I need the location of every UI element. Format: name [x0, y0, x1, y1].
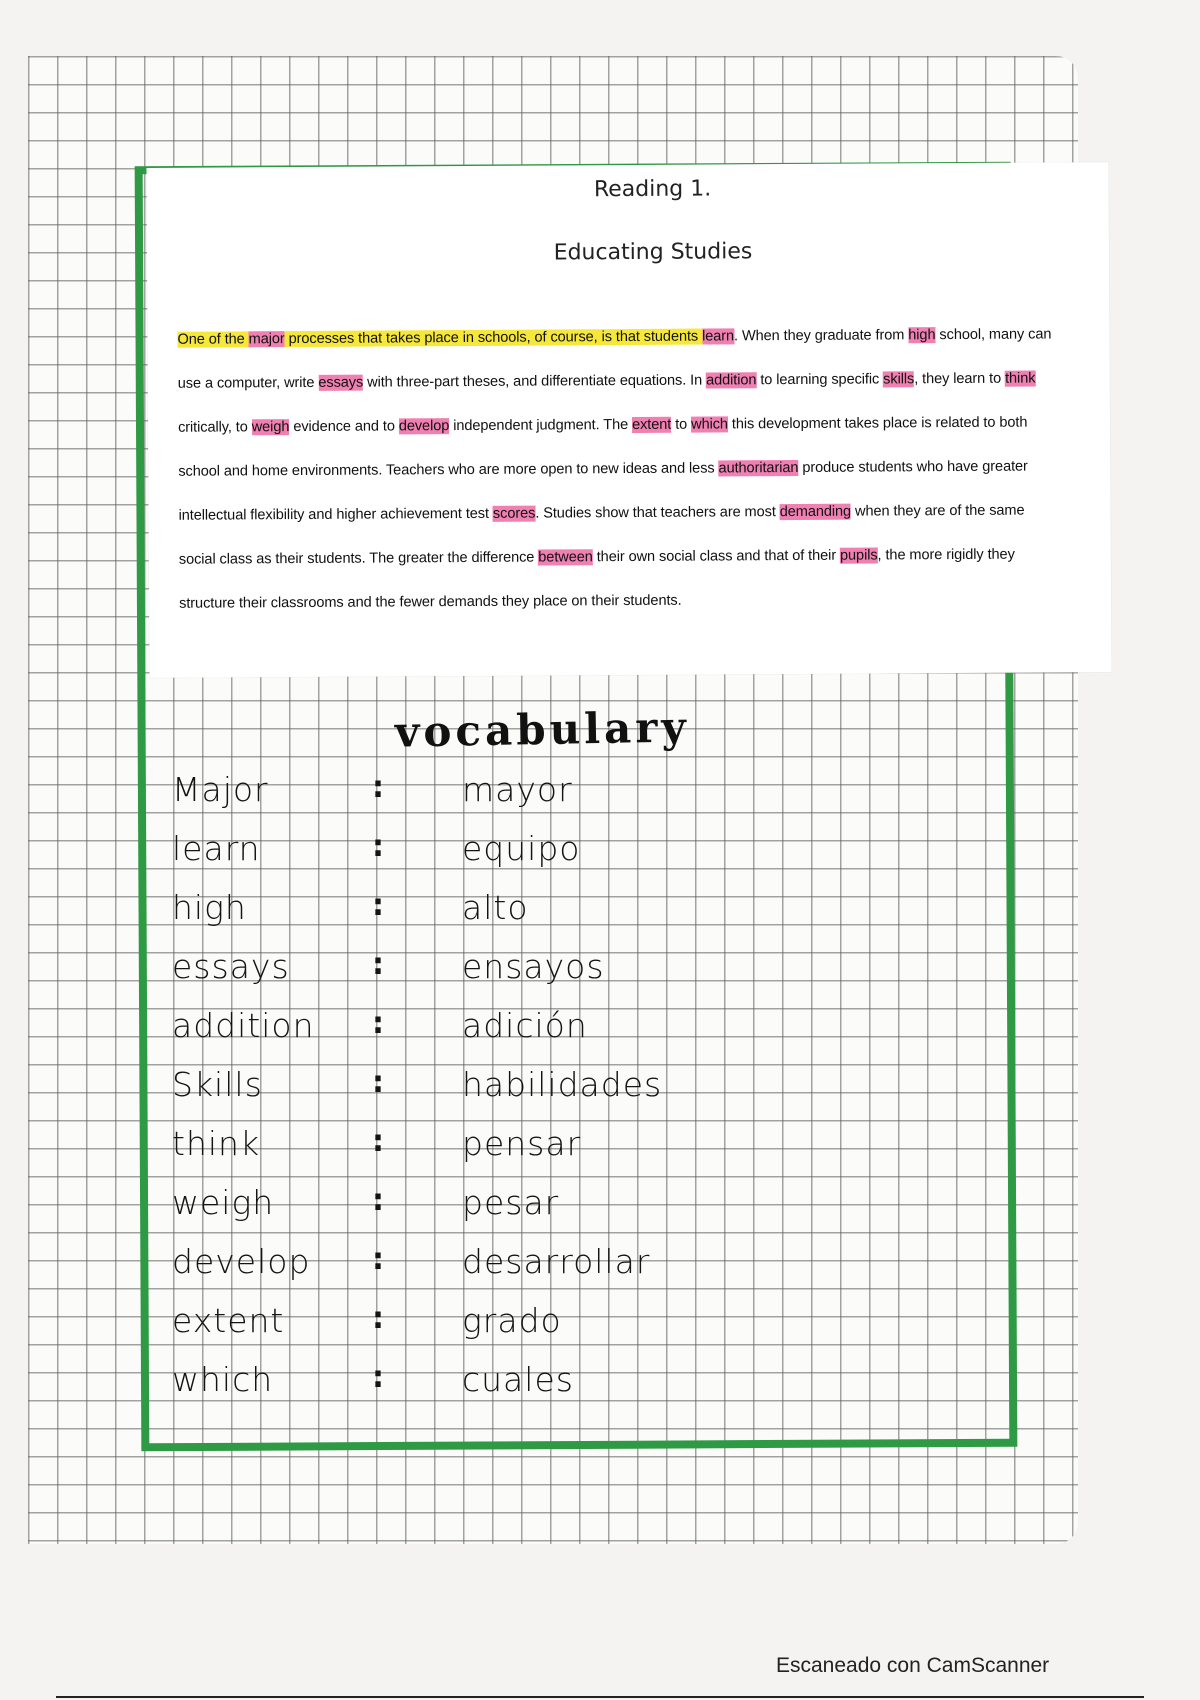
- vocab-english-word: high: [172, 888, 247, 927]
- vocab-row: [172, 1242, 732, 1301]
- paragraph-text: with three-part theses, and differentiate equations. In: [363, 372, 707, 391]
- vocab-english-word: which: [172, 1360, 274, 1399]
- vocab-separator: :: [372, 829, 385, 864]
- vocab-separator: :: [372, 1183, 385, 1218]
- footer-rule: [56, 1696, 1144, 1698]
- vocabulary-title: vocabulary: [394, 702, 691, 757]
- highlighted-text: which: [691, 416, 728, 433]
- vocab-english-word: learn: [172, 829, 261, 868]
- paragraph-text: . When they graduate from: [733, 327, 909, 345]
- vocab-english-word: essays: [172, 947, 290, 986]
- vocabulary-list: [172, 770, 732, 1419]
- highlighted-text: demanding: [779, 503, 852, 521]
- vocab-row: [172, 1006, 732, 1065]
- paragraph-text: when they are of the same social class as their students. The greater the difference: [178, 502, 1025, 568]
- vocab-row: [172, 1360, 732, 1419]
- vocab-spanish-word: habilidades: [462, 1065, 663, 1104]
- paragraph-text: independent judgment. The: [449, 416, 633, 435]
- highlighted-text: authoritarian: [718, 459, 799, 477]
- highlighted-text: addition: [705, 372, 757, 389]
- paragraph-text: to: [671, 416, 692, 433]
- paragraph-text: critically, to: [177, 419, 252, 436]
- vocab-separator: :: [372, 1360, 385, 1395]
- highlighted-text: between: [538, 549, 593, 566]
- highlighted-text: skills: [883, 371, 915, 388]
- vocab-english-word: think: [172, 1124, 261, 1163]
- highlighted-text: extent: [632, 416, 672, 433]
- vocab-row: [172, 829, 732, 888]
- vocab-separator: :: [372, 770, 385, 805]
- highlighted-text: high: [908, 327, 936, 344]
- vocab-row: [172, 1183, 732, 1242]
- paragraph-text: to learning specific: [756, 371, 884, 389]
- vocab-spanish-word: pesar: [462, 1183, 560, 1222]
- paragraph-text: produce students who have greater intellectual flexibility and higher achievement test: [178, 458, 1028, 524]
- vocab-row: [172, 947, 732, 1006]
- vocab-separator: :: [372, 1006, 385, 1041]
- highlighted-text: processes that takes place in schools, of course, is that students: [284, 328, 703, 348]
- vocab-spanish-word: adición: [462, 1006, 588, 1045]
- vocab-english-word: Major: [172, 770, 269, 809]
- highlighted-text: pupils: [839, 547, 878, 564]
- vocab-english-word: Skills: [172, 1065, 263, 1104]
- reading-title: Educating Studies: [553, 239, 753, 266]
- highlighted-text: One of the: [177, 331, 249, 348]
- vocab-row: [172, 770, 732, 829]
- camscanner-footer: Escaneado con CamScanner: [776, 1654, 1050, 1677]
- highlighted-text: develop: [398, 418, 450, 435]
- highlighted-text: scores: [492, 505, 536, 522]
- vocab-row: [172, 888, 732, 947]
- vocab-separator: :: [372, 1242, 385, 1277]
- vocab-spanish-word: cuales: [462, 1360, 574, 1399]
- paragraph-text: evidence and to: [289, 418, 399, 436]
- vocab-separator: :: [372, 947, 385, 982]
- vocab-spanish-word: grado: [462, 1301, 562, 1340]
- paragraph-text: , the more rigidly they structure their classrooms and the fewer demands they place on their students.: [179, 546, 1015, 612]
- reading-paragraph: [177, 312, 1059, 625]
- vocab-separator: :: [372, 1065, 385, 1100]
- reading-number: Reading 1.: [593, 176, 712, 203]
- vocab-spanish-word: ensayos: [462, 947, 605, 986]
- highlighted-text: learn: [702, 328, 735, 345]
- vocab-english-word: addition: [172, 1006, 315, 1045]
- paragraph-text: this development takes place is related to both school and home environments. Teachers who are more open to new ideas and less: [178, 414, 1028, 480]
- vocab-spanish-word: mayor: [462, 770, 573, 809]
- paragraph-text: . Studies show that teachers are most: [535, 504, 780, 522]
- vocab-spanish-word: equipo: [462, 829, 581, 868]
- vocab-spanish-word: pensar: [462, 1124, 582, 1163]
- vocab-row: [172, 1065, 732, 1124]
- paragraph-text: , they learn to: [914, 370, 1006, 388]
- vocab-separator: :: [372, 1301, 385, 1336]
- vocab-english-word: develop: [172, 1242, 311, 1281]
- vocab-separator: :: [372, 1124, 385, 1159]
- vocab-spanish-word: desarrollar: [462, 1242, 651, 1281]
- highlighted-text: essays: [318, 374, 364, 391]
- vocab-spanish-word: alto: [462, 888, 529, 927]
- vocab-row: [172, 1124, 732, 1183]
- paragraph-text: school, many can use a computer, write: [177, 326, 1052, 392]
- vocab-english-word: extent: [172, 1301, 285, 1340]
- paragraph-text: their own social class and that of their: [592, 547, 841, 566]
- vocab-row: [172, 1301, 732, 1360]
- vocab-english-word: weigh: [172, 1183, 275, 1222]
- vocab-separator: :: [372, 888, 385, 923]
- printed-reading-card: [146, 162, 1111, 678]
- highlighted-text: major: [248, 331, 285, 348]
- highlighted-text: think: [1005, 370, 1036, 387]
- highlighted-text: weigh: [251, 419, 290, 436]
